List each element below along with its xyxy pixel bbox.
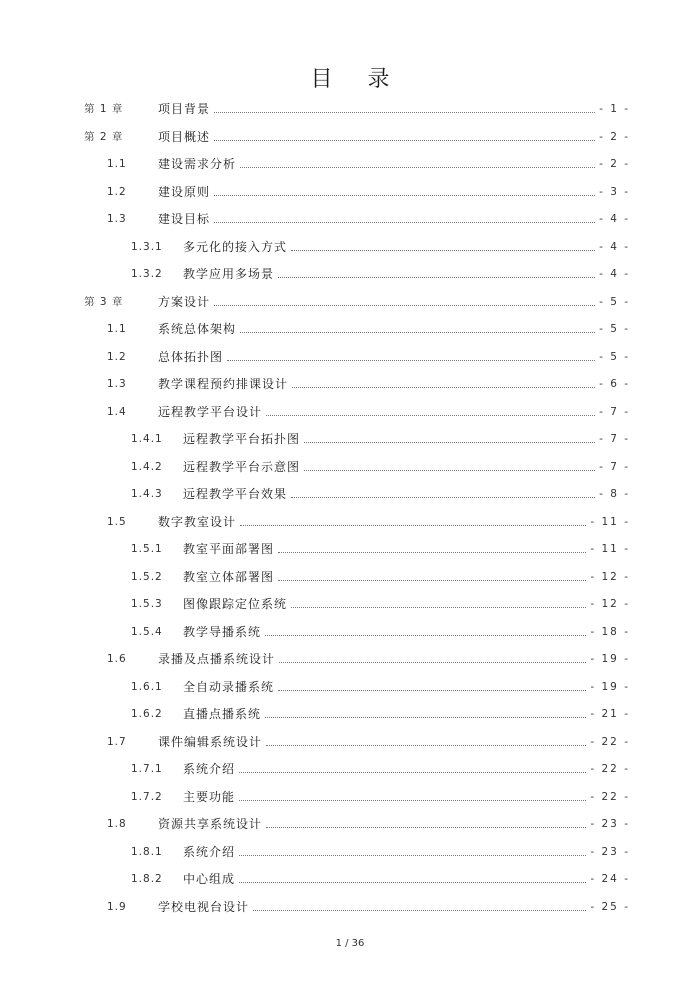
toc-leader-dots <box>253 897 588 917</box>
toc-entry-title: 图像跟踪定位系统 <box>183 594 291 614</box>
toc-entry-page: - 2 - <box>595 127 630 147</box>
toc-entry-title: 远程教学平台拓扑图 <box>183 429 304 449</box>
toc-entry-page: - 4 - <box>595 237 630 257</box>
toc-entry-title: 教学导播系统 <box>183 622 265 642</box>
toc-entry-page: - 7 - <box>595 429 630 449</box>
toc-entry[interactable] <box>0 759 700 779</box>
toc-entry[interactable] <box>0 704 700 724</box>
toc-entry-number: 1.4.3 <box>131 488 163 500</box>
toc-entry-number: 1.8.2 <box>131 873 163 885</box>
toc-leader-dots <box>227 347 597 367</box>
toc-entry-number: 1.3 <box>107 213 127 225</box>
toc-entry[interactable] <box>0 567 700 587</box>
toc-entry-number: 1.8 <box>107 818 127 830</box>
toc-entry-number: 1.6 <box>107 653 127 665</box>
toc-entry-page: - 24 - <box>586 869 630 889</box>
toc-leader-dots <box>278 677 588 697</box>
toc-entry-page: - 22 - <box>586 732 630 752</box>
toc-entry[interactable] <box>0 319 700 339</box>
toc-entry-page: - 12 - <box>586 594 630 614</box>
toc-entry-number: 1.8.1 <box>131 845 163 858</box>
toc-leader-dots <box>214 209 597 229</box>
toc-entry[interactable] <box>0 622 700 642</box>
toc-entry-number: 1.6.2 <box>131 708 163 720</box>
toc-leader-dots <box>266 732 588 752</box>
toc-entry-title: 远程教学平台效果 <box>183 484 291 504</box>
toc-leader-dots <box>291 594 588 614</box>
page-title: 目 录 <box>310 67 404 92</box>
toc-entry-title: 学校电视台设计 <box>158 897 253 917</box>
toc-entry-number: 1.3.2 <box>131 268 163 280</box>
toc-entry[interactable] <box>0 677 700 697</box>
toc-leader-dots <box>278 539 588 559</box>
toc-entry[interactable] <box>0 512 700 532</box>
toc-entry-title: 教学应用多场景 <box>183 264 278 284</box>
toc-entry-page: - 2 - <box>595 154 630 174</box>
toc-entry-page: - 12 - <box>586 567 630 587</box>
toc-entry-number: 1.5.2 <box>131 570 163 583</box>
toc-entry[interactable] <box>0 347 700 367</box>
toc-entry-number: 1.6.1 <box>131 680 163 693</box>
toc-entry[interactable] <box>0 99 700 119</box>
toc-entry-page: - 5 - <box>595 292 630 312</box>
toc-entry[interactable] <box>0 814 700 834</box>
toc-entry-title: 远程教学平台设计 <box>158 402 266 422</box>
toc-entry-title: 教室平面部署图 <box>183 539 278 559</box>
toc-entry-page: - 7 - <box>595 457 630 477</box>
toc-leader-dots <box>239 759 588 779</box>
toc-leader-dots <box>214 127 597 147</box>
toc-entry-page: - 8 - <box>595 484 630 504</box>
toc-entry[interactable] <box>0 484 700 504</box>
toc-leader-dots <box>278 567 588 587</box>
toc-leader-dots <box>266 402 597 422</box>
toc-entry-title: 项目背景 <box>158 99 214 119</box>
toc-entry-number: 1.4 <box>107 405 127 418</box>
toc-entry-page: - 25 - <box>586 897 630 917</box>
toc-entry[interactable] <box>0 402 700 422</box>
toc-leader-dots <box>239 869 588 889</box>
toc-entry-page: - 4 - <box>595 209 630 229</box>
toc-entry-page: - 5 - <box>595 347 630 367</box>
toc-entry-number: 1.1 <box>107 323 127 335</box>
toc-entry-number: 1.7.1 <box>131 763 163 775</box>
toc-leader-dots <box>239 842 588 862</box>
toc-entry-number: 第 1 章 <box>84 103 124 115</box>
toc-entry-number: 1.7 <box>107 735 127 748</box>
toc-entry-number: 1.5 <box>107 515 127 528</box>
toc-leader-dots <box>265 704 588 724</box>
toc-entry[interactable] <box>0 457 700 477</box>
toc-entry-title: 系统介绍 <box>183 759 239 779</box>
toc-entry-page: - 22 - <box>586 759 630 779</box>
toc-entry-title: 方案设计 <box>158 292 214 312</box>
toc-entry[interactable] <box>0 264 700 284</box>
toc-entry-page: - 21 - <box>586 704 630 724</box>
toc-entry-title: 教学课程预约排课设计 <box>158 374 292 394</box>
toc-entry[interactable] <box>0 292 700 312</box>
toc-entry-title: 总体拓扑图 <box>158 347 227 367</box>
toc-entry-number: 第 2 章 <box>84 130 124 143</box>
toc-leader-dots <box>240 512 588 532</box>
toc-leader-dots <box>265 622 588 642</box>
toc-entry-title: 直播点播系统 <box>183 704 265 724</box>
toc-entry-number: 第 3 章 <box>84 295 124 308</box>
toc-entry-number: 1.1 <box>107 158 127 170</box>
toc-entry-number: 1.2 <box>107 185 127 198</box>
toc-entry-title: 系统介绍 <box>183 842 239 862</box>
toc-entry-title: 远程教学平台示意图 <box>183 457 304 477</box>
toc-entry[interactable] <box>0 842 700 862</box>
toc-entry-number: 1.5.3 <box>131 598 163 610</box>
toc-entry[interactable] <box>0 374 700 394</box>
toc-leader-dots <box>214 99 597 119</box>
page-number: 1 / 36 <box>335 938 365 949</box>
toc-entry-title: 建设原则 <box>158 182 214 202</box>
toc-entry-title: 资源共享系统设计 <box>158 814 266 834</box>
toc-entry-title: 课件编辑系统设计 <box>158 732 266 752</box>
toc-entry-number: 1.2 <box>107 350 127 363</box>
toc-entry-page: - 22 - <box>586 787 630 807</box>
toc-leader-dots <box>291 484 597 504</box>
toc-entry-page: - 3 - <box>595 182 630 202</box>
toc-entry-title: 主要功能 <box>183 787 239 807</box>
toc-leader-dots <box>304 457 597 477</box>
toc-entry-page: - 11 - <box>586 512 630 532</box>
toc-entry-page: - 19 - <box>586 677 630 697</box>
toc-leader-dots <box>279 649 588 669</box>
toc-entry-title: 系统总体架构 <box>158 319 240 339</box>
toc-entry-title: 数字教室设计 <box>158 512 240 532</box>
toc-leader-dots <box>240 319 597 339</box>
toc-entry-number: 1.4.2 <box>131 460 163 473</box>
toc-entry-number: 1.9 <box>107 900 127 913</box>
toc-entry-title: 建设目标 <box>158 209 214 229</box>
toc-leader-dots <box>266 814 588 834</box>
toc-entry[interactable] <box>0 594 700 614</box>
toc-entry-page: - 1 - <box>595 99 630 119</box>
toc-entry-page: - 4 - <box>595 264 630 284</box>
toc-entry-title: 建设需求分析 <box>158 154 240 174</box>
toc-entry-page: - 11 - <box>586 539 630 559</box>
toc-entry-page: - 5 - <box>595 319 630 339</box>
toc-entry-title: 多元化的接入方式 <box>183 237 291 257</box>
toc-entry[interactable] <box>0 649 700 669</box>
toc-leader-dots <box>278 264 597 284</box>
toc-leader-dots <box>304 429 597 449</box>
toc-entry-page: - 18 - <box>586 622 630 642</box>
toc-entry-page: - 7 - <box>595 402 630 422</box>
toc-entry-title: 录播及点播系统设计 <box>158 649 279 669</box>
toc-entry[interactable] <box>0 127 700 147</box>
toc-entry[interactable] <box>0 429 700 449</box>
toc-entry-page: - 6 - <box>595 374 630 394</box>
toc-entry-number: 1.3 <box>107 378 127 390</box>
toc-entry-number: 1.5.4 <box>131 625 163 638</box>
toc-entry[interactable] <box>0 732 700 752</box>
toc-entry-number: 1.7.2 <box>131 790 163 803</box>
toc-entry-title: 中心组成 <box>183 869 239 889</box>
toc-entry-page: - 23 - <box>586 842 630 862</box>
toc-entry-number: 1.3.1 <box>131 240 163 253</box>
toc-entry[interactable] <box>0 897 700 917</box>
toc-entry-title: 教室立体部署图 <box>183 567 278 587</box>
toc-entry[interactable] <box>0 209 700 229</box>
toc-entry-number: 1.5.1 <box>131 543 163 555</box>
toc-entry-title: 全自动录播系统 <box>183 677 278 697</box>
toc-leader-dots <box>214 182 597 202</box>
toc-entry-title: 项目概述 <box>158 127 214 147</box>
toc-entry-page: - 23 - <box>586 814 630 834</box>
toc-entry[interactable] <box>0 539 700 559</box>
toc-leader-dots <box>240 154 597 174</box>
toc-entry[interactable] <box>0 787 700 807</box>
toc-leader-dots <box>239 787 588 807</box>
toc-entry[interactable] <box>0 154 700 174</box>
toc-entry-number: 1.4.1 <box>131 433 163 445</box>
toc-entry-page: - 19 - <box>586 649 630 669</box>
toc-leader-dots <box>291 237 597 257</box>
toc-leader-dots <box>214 292 597 312</box>
toc-leader-dots <box>292 374 597 394</box>
toc-entry[interactable] <box>0 869 700 889</box>
toc-entry[interactable] <box>0 237 700 257</box>
toc-entry[interactable] <box>0 182 700 202</box>
